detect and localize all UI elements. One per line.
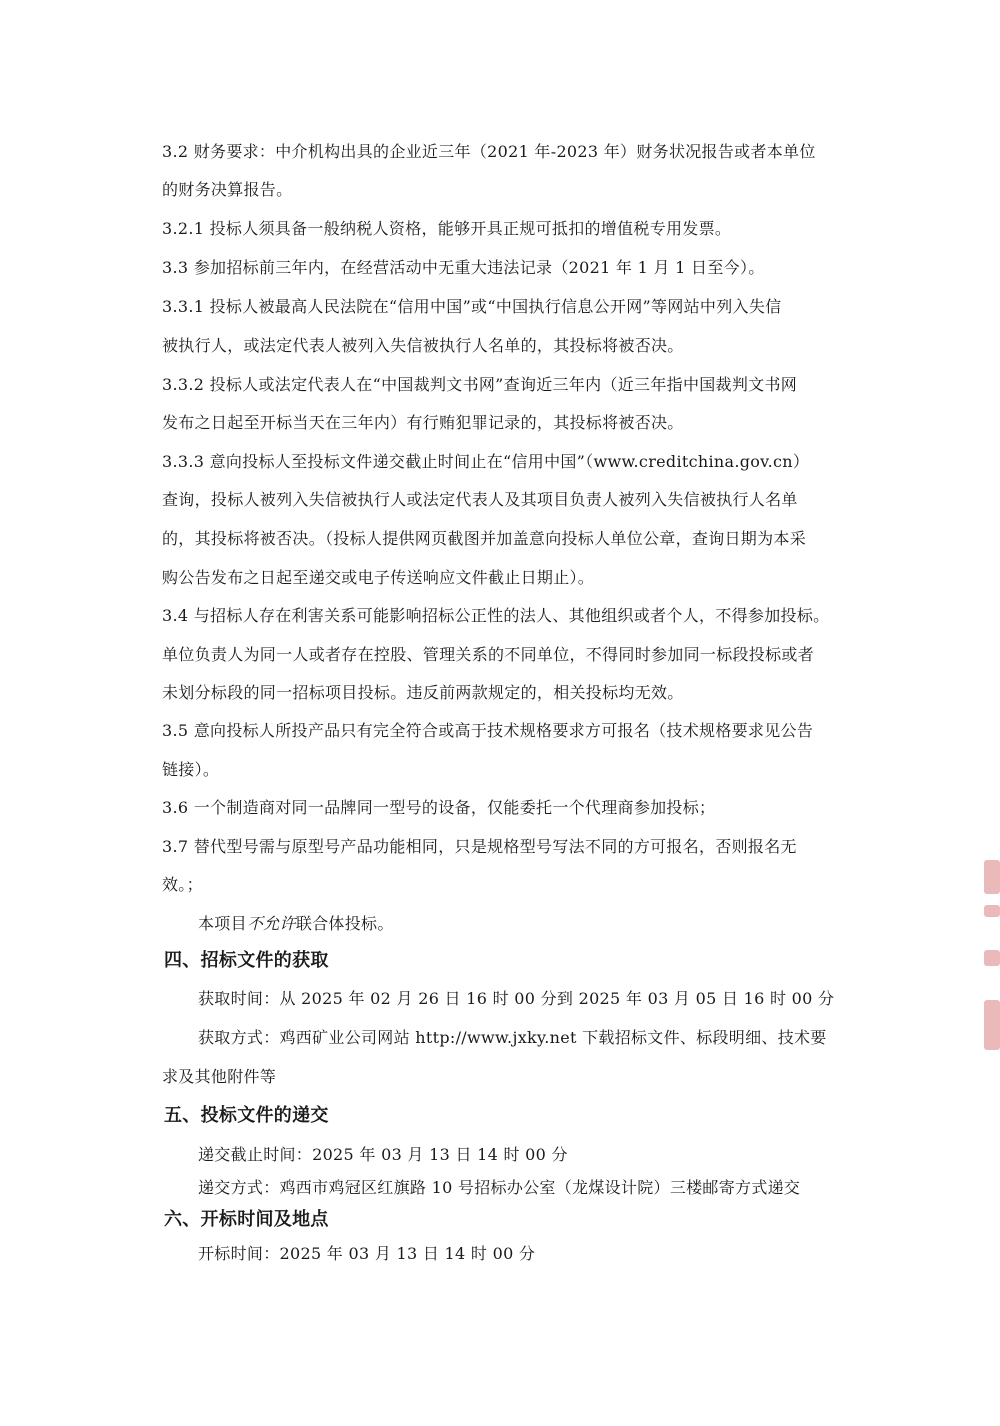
section5-method: 递交方式：鸡西市鸡冠区红旗路 10 号招标办公室（龙煤设计院）三楼邮寄方式递交	[198, 1178, 801, 1197]
paragraph-3-3-1-line2: 被执行人，或法定代表人被列入失信被执行人名单的，其投标将被否决。	[162, 336, 684, 355]
paragraph-3-5-line2: 链接）。	[162, 760, 220, 779]
paragraph-3-2-1: 3.2.1 投标人须具备一般纳税人资格，能够开具正规可抵扣的增值税专用发票。	[162, 219, 732, 238]
paragraph-3-3-2-line1: 3.3.2 投标人或法定代表人在“中国裁判文书网”查询近三年内（近三年指中国裁判文书网	[162, 375, 798, 394]
seal-edge-mark	[984, 860, 1000, 894]
consortium-suffix: 联合体投标。	[295, 914, 394, 933]
paragraph-3-3-3-line2: 查询，投标人被列入失信被执行人或法定代表人及其项目负责人被列入失信被执行人名单	[162, 490, 798, 509]
paragraph-3-4-line1: 3.4 与招标人存在利害关系可能影响招标公正性的法人、其他组织或者个人，不得参加投标。	[162, 606, 830, 625]
consortium-prefix: 本项目	[198, 914, 247, 933]
paragraph-3-4-line2: 单位负责人为同一人或者存在控股、管理关系的不同单位，不得同时参加同一标段投标或者	[162, 645, 815, 664]
section6-heading: 六、开标时间及地点	[164, 1209, 329, 1230]
paragraph-3-2-line1: 3.2 财务要求：中介机构出具的企业近三年（2021 年-2023 年）财务状况报告或者本单位	[162, 142, 816, 161]
section4-method-line1: 获取方式：鸡西矿业公司网站 http://www.jxky.net 下载招标文件、标段明细、技术要	[198, 1028, 827, 1047]
paragraph-3-4-line3: 未划分标段的同一招标项目投标。违反前两款规定的，相关投标均无效。	[162, 683, 684, 702]
seal-edge-mark	[984, 1000, 1000, 1050]
paragraph-3-5-line1: 3.5 意向投标人所投产品只有完全符合或高于技术规格要求方可报名（技术规格要求见公告	[162, 721, 814, 740]
paragraph-3-3-1-line1: 3.3.1 投标人被最高人民法院在“信用中国”或“中国执行信息公开网”等网站中列入失信	[162, 297, 782, 316]
section4-time: 获取时间：从 2025 年 02 月 26 日 16 时 00 分到 2025 年 03 月 05 日 16 时 00 分	[198, 989, 835, 1008]
paragraph-3-3-3-line1: 3.3.3 意向投标人至投标文件递交截止时间止在“信用中国”（www.creditchina.gov.cn）	[162, 452, 810, 471]
seal-edge-mark	[984, 905, 1000, 917]
paragraph-3-6: 3.6 一个制造商对同一品牌同一型号的设备，仅能委托一个代理商参加投标；	[162, 798, 716, 817]
consortium-emphasis: 不允许	[246, 914, 296, 933]
paragraph-3-7-line1: 3.7 替代型号需与原型号产品功能相同，只是规格型号写法不同的方可报名，否则报名无	[162, 837, 797, 856]
paragraph-3-3: 3.3 参加招标前三年内，在经营活动中无重大违法记录（2021 年 1 月 1 日至今）。	[162, 258, 765, 277]
section5-heading: 五、投标文件的递交	[164, 1105, 329, 1126]
paragraph-3-2-line2: 的财务决算报告。	[162, 180, 293, 199]
consortium-statement	[198, 913, 853, 935]
paragraph-3-3-3-line3: 的，其投标将被否决。（投标人提供网页截图并加盖意向投标人单位公章，查询日期为本采	[162, 529, 807, 548]
paragraph-3-3-2-line2: 发布之日起至开标当天在三年内）有行贿犯罪记录的，其投标将被否决。	[162, 413, 684, 432]
section5-deadline: 递交截止时间：2025 年 03 月 13 日 14 时 00 分	[198, 1145, 568, 1164]
section6-time: 开标时间：2025 年 03 月 13 日 14 时 00 分	[198, 1244, 536, 1263]
paragraph-3-7-line2: 效。；	[162, 875, 203, 894]
section4-heading: 四、招标文件的获取	[164, 950, 329, 971]
section4-method-line2: 求及其他附件等	[162, 1067, 277, 1086]
paragraph-3-3-3-line4: 购公告发布之日起至递交或电子传送响应文件截止日期止）。	[162, 568, 595, 587]
seal-edge-mark	[984, 950, 1000, 966]
